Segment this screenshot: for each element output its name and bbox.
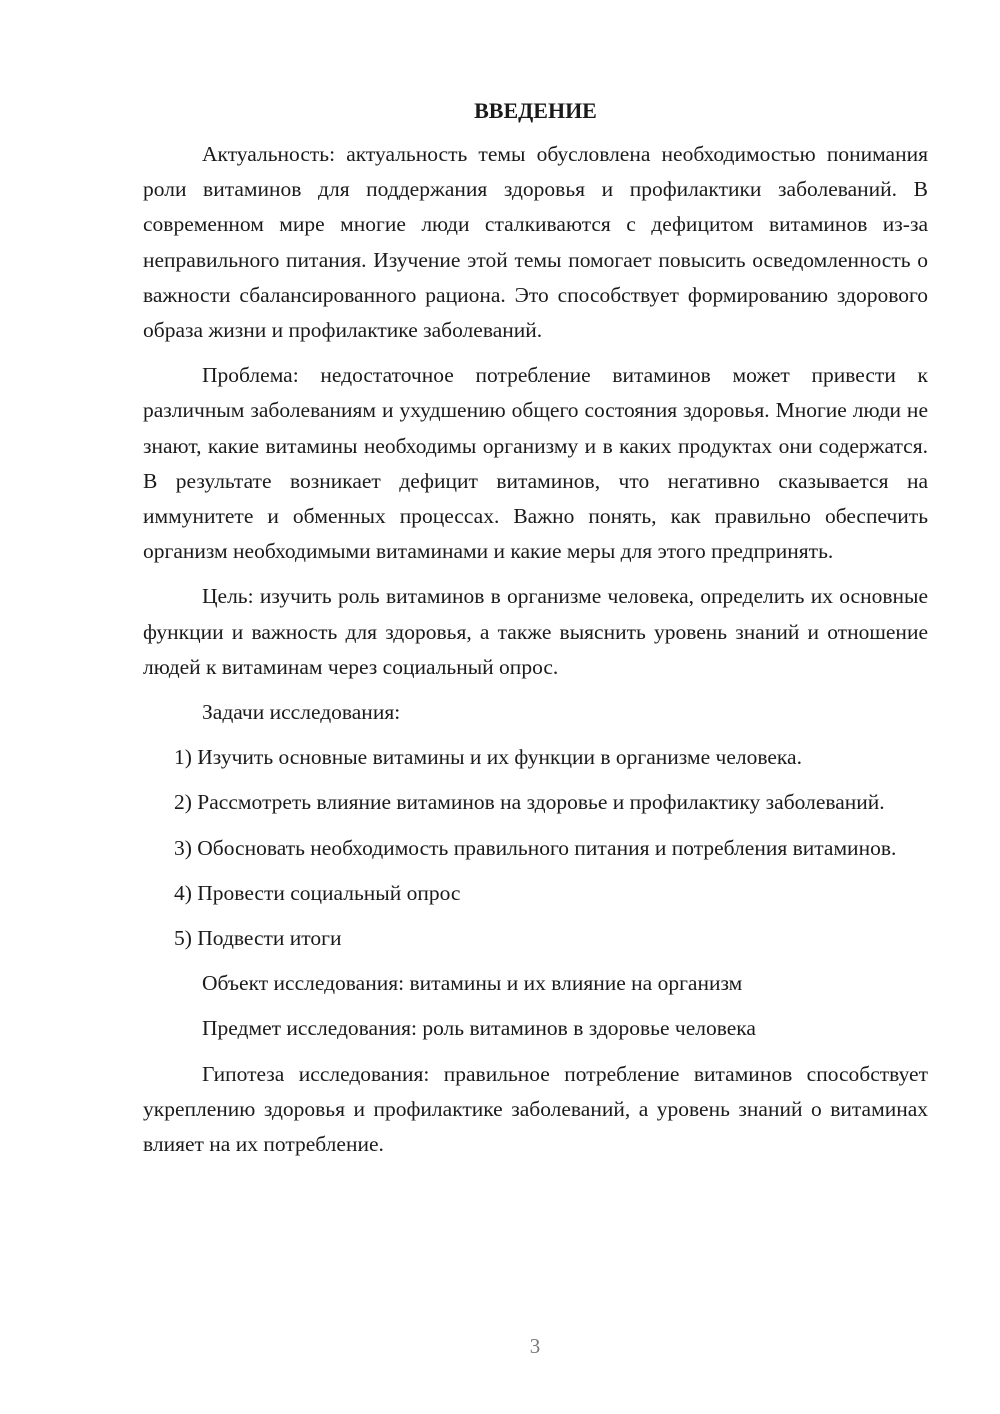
task-item: 3) Обосновать необходимость правильного питания и потребления витаминов. [174,835,897,860]
tasks-title: Задачи исследования: [202,700,401,725]
task-item: 2) Рассмотреть влияние витаминов на здоровье и профилактику заболеваний. [174,790,885,815]
research-subject-paragraph: Предмет исследования: роль витаминов в здоровье человека [202,1016,756,1041]
goal-paragraph: Цель: изучить роль витаминов в организме человека, определить их основные функции и важность для здоровья, а также выяснить уровень знаний и отношение людей к витаминам через социальный опрос. [143,584,928,679]
task-item: 4) Провести социальный опрос [174,880,461,905]
hypothesis-paragraph: Гипотеза исследования: правильное потребление витаминов способствует укреплению здоровья и профилактике заболеваний, а уровень знаний о витаминах влияет на их потребление. [143,1061,928,1157]
task-item: 5) Подвести итоги [174,926,342,951]
task-item: 1) Изучить основные витамины и их функции в организме человека. [174,745,802,770]
document-page [143,95,928,1172]
page-number: 3 [529,1334,541,1358]
problem-paragraph: Проблема: недостаточное потребление витаминов может привести к различным заболеваниям и ухудшению общего состояния здоровья. Многие люди не знают, какие витамины необходимы организму и в каких продуктах они содержатся. В результате возникает дефицит витаминов, что негативно сказывается на иммунитете и обменных процессах. Важно понять, как правильно обеспечить организм необходимыми витаминами и какие меры для этого предпринять. [143,363,928,564]
relevance-paragraph: Актуальность: актуальность темы обусловлена необходимостью понимания роли витаминов для поддержания здоровья и профилактики заболеваний. В современном мире многие люди сталкиваются с дефицитом витаминов из-за неправильного питания. Изучение этой темы помогает повысить осведомленность о важности сбалансированного рациона. Это способствует формированию здорового образа жизни и профилактике заболеваний. [143,142,928,343]
section-heading: ВВЕДЕНИЕ [474,98,597,123]
research-object-paragraph: Объект исследования: витамины и их влияние на организм [202,971,743,996]
